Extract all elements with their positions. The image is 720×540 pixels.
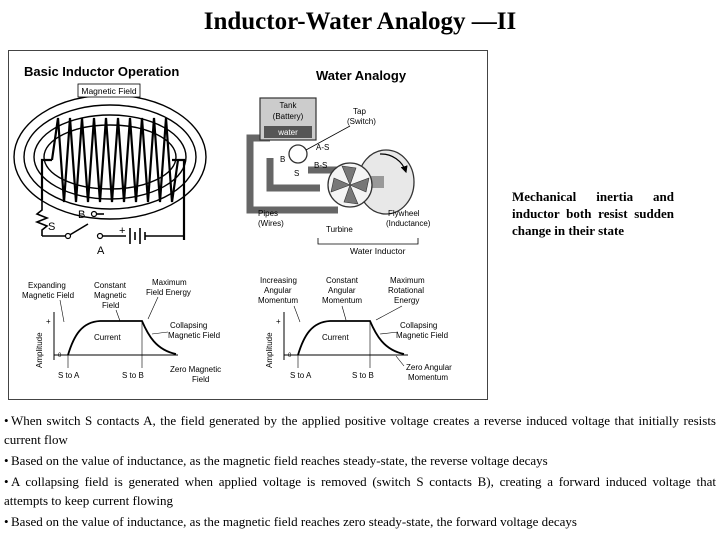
right-current-label: Current [322,333,349,342]
magnetic-field-label: Magnetic Field [81,86,137,96]
slide-title: Inductor-Water Analogy —II [203,8,517,35]
bullet-item: • When switch S contacts A, the field generated by the applied positive voltage creates a reverse induced voltage that initially resists current flow [4,413,716,447]
constant-label-1: Constant [94,281,127,290]
right-maximum-label-3: Energy [394,296,420,305]
bullet-list [4,411,716,533]
right-amplitude-label: Amplitude [265,332,274,368]
left-panel-title: Basic Inductor Operation [24,64,180,79]
bullet-text: A collapsing field is generated when applied voltage is removed (switch S contacts B), creating a forward induced voltage that attempts to keep current flowing [4,474,716,508]
right-constant-label-2: Angular [328,286,356,295]
right-maximum-label-1: Maximum [390,276,425,285]
water-label: water [278,128,298,137]
label-b: B [78,209,86,221]
left-amplitude-label: Amplitude [35,332,44,368]
collapsing-label-2: Magnetic Field [168,331,221,340]
tap-label-s: S [294,169,300,178]
bullet-item: • A collapsing field is generated when applied voltage is removed (switch S contacts B), creating a forward induced voltage that attempts to keep current flowing [4,474,716,508]
bullet-item: • Based on the value of inductance, as the magnetic field reaches zero steady-state, the forward voltage decays [4,514,577,529]
left-s-to-a: S to A [58,371,80,380]
expanding-label-2: Magnetic Field [22,291,75,300]
zero-field-label-1: Zero Magnetic [170,365,222,374]
label-s: S [48,221,56,233]
flywheel-label-2: (Inductance) [386,219,431,228]
constant-label-3: Field [102,301,120,310]
inertia-note: Mechanical inertia and inductor both resist sudden change in their state [512,189,674,238]
zero-field-label-2: Field [192,375,210,384]
battery-plus: + [119,225,126,237]
right-s-to-a: S to A [290,371,312,380]
tap-valve [289,145,307,163]
label-b-s: B-S [314,161,328,170]
bullet-text: Based on the value of inductance, as the magnetic field reaches steady-state, the reverse voltage decays [11,453,548,468]
right-s-to-b: S to B [352,371,374,380]
right-constant-label-3: Momentum [322,296,363,305]
label-a-s: A-S [316,143,330,152]
tap-label-b: B [280,155,286,164]
right-zero-tick: 0 [288,353,292,359]
left-zero-tick: 0 [58,353,62,359]
constant-label-2: Magnetic [94,291,127,300]
right-panel-title: Water Analogy [316,68,407,83]
maximum-label-1: Maximum [152,278,187,287]
inductor-water-diagram [8,50,488,400]
pipes-label-2: (Wires) [258,219,284,228]
flywheel-label-1: Flywheel [388,209,420,218]
tap-label-2: (Switch) [347,117,376,126]
zero-momentum-label-2: Momentum [408,373,449,382]
right-constant-label-1: Constant [326,276,359,285]
right-collapsing-label-1: Collapsing [400,321,438,330]
label-a: A [97,245,105,257]
right-maximum-label-2: Rotational [388,286,425,295]
increasing-label-2: Angular [264,286,292,295]
tap-label-1: Tap [353,107,366,116]
bullet-text: Based on the value of inductance, as the magnetic field reaches zero steady-state, the forward voltage decays [11,514,577,529]
bullet-text: When switch S contacts A, the field generated by the applied positive voltage creates a reverse induced voltage that initially resists current flow [4,413,716,447]
left-s-to-b: S to B [122,371,144,380]
expanding-label-1: Expanding [28,281,66,290]
right-collapsing-label-2: Magnetic Field [396,331,449,340]
right-plus-tick: + [276,317,281,326]
zero-momentum-label-1: Zero Angular [406,363,452,372]
bullet-item: • Based on the value of inductance, as the magnetic field reaches steady-state, the reverse voltage decays [4,453,548,468]
tank-label-2: (Battery) [272,112,304,121]
water-inductor-label: Water Inductor [350,246,406,256]
turbine-label: Turbine [326,225,353,234]
collapsing-label-1: Collapsing [170,321,208,330]
increasing-label-1: Increasing [260,276,297,285]
pipes-label-1: Pipes [258,209,279,218]
increasing-label-3: Momentum [258,296,299,305]
left-plus-tick: + [46,317,51,326]
tank-label-1: Tank [279,101,297,110]
left-current-label: Current [94,333,121,342]
maximum-label-2: Field Energy [146,288,191,297]
